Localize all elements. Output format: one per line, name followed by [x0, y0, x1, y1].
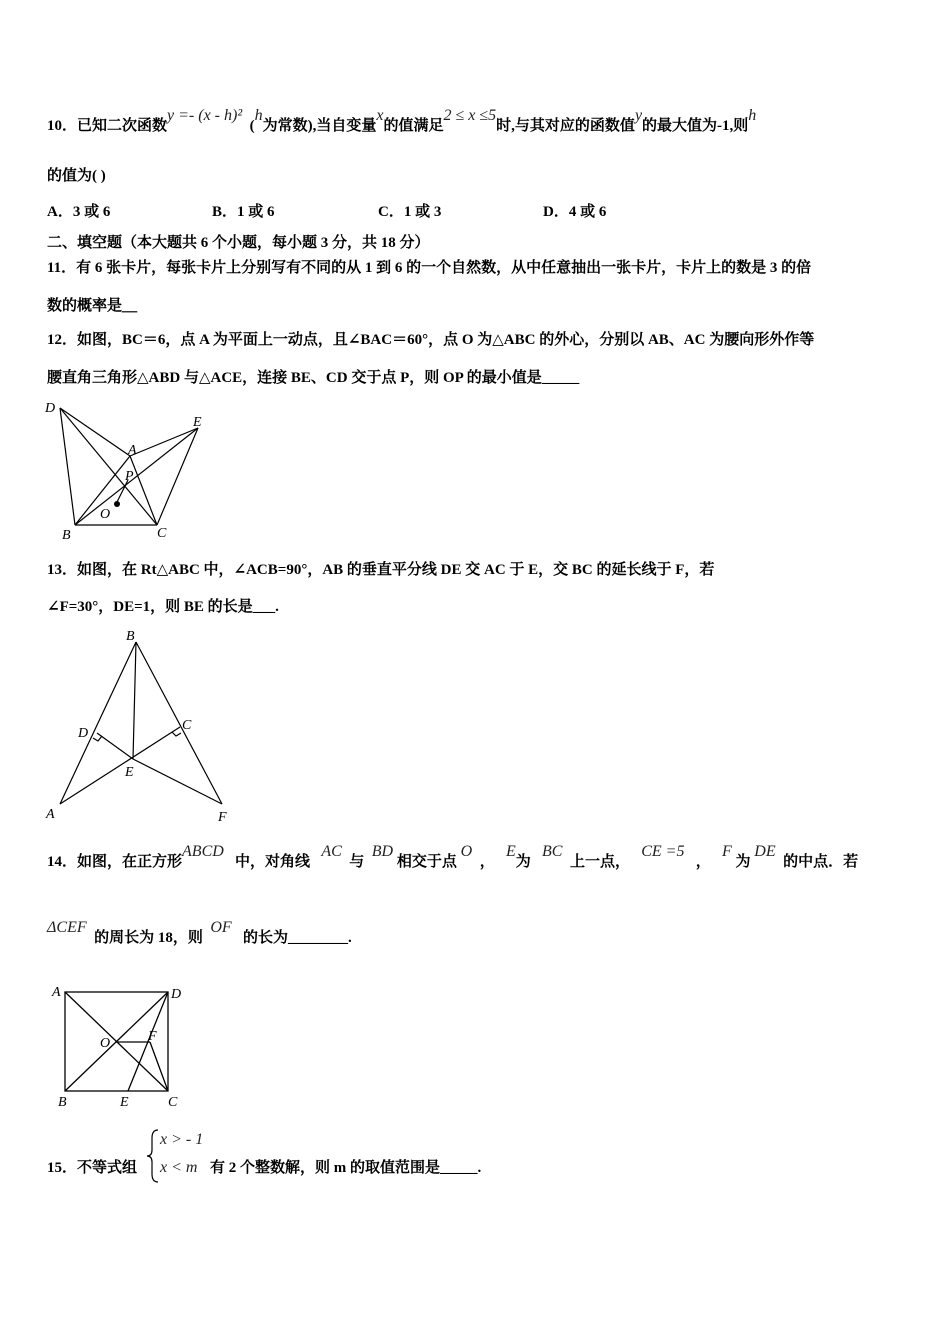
q14-text4: 相交于点	[396, 854, 457, 870]
q14-text3: 与	[349, 854, 365, 870]
label-O: O	[100, 1036, 111, 1051]
q14-text1: 14．如图，在正方形	[47, 854, 183, 870]
q14-text10: 的中点．若	[783, 854, 859, 870]
q14-CE-value: CE =5	[641, 843, 685, 860]
label-B: B	[62, 528, 71, 543]
q10-x-var: x	[376, 107, 384, 124]
q15-suffix: 有 2 个整数解，则 m 的取值范围是_____.	[210, 1160, 482, 1176]
q12-line2: 腰直角三角形△ABD 与△ACE，连接 BE、CD 交于点 P，则 OP 的最小值是_____	[47, 370, 580, 386]
segment-DB	[60, 408, 75, 525]
label-A: A	[52, 985, 61, 1000]
label-C: C	[157, 526, 167, 541]
q10-h-var-2: h	[748, 107, 757, 124]
segment-BF	[136, 642, 222, 804]
segment-AC	[130, 456, 157, 525]
q10-line1	[47, 107, 757, 136]
label-A: A	[46, 807, 55, 822]
q14-line1	[47, 843, 859, 872]
q14-text9: 为	[735, 854, 751, 870]
segment-FC	[150, 1042, 168, 1091]
label-C: C	[182, 718, 192, 733]
label-D: D	[45, 401, 56, 416]
q10-text4: 的最大值为-1,则	[642, 118, 749, 134]
segment-BE	[133, 642, 136, 759]
q10-text3: 时,与其对应的函数值	[496, 118, 635, 134]
q14-O: O	[460, 843, 473, 860]
segment-DE	[97, 733, 133, 759]
q14-text7: 上一点，	[569, 854, 630, 870]
label-E: E	[193, 415, 202, 430]
q14-F: F	[721, 843, 732, 860]
q14-OF: OF	[210, 919, 232, 936]
q14-text11: 的周长为 18，则	[94, 930, 203, 946]
point-O	[114, 501, 120, 507]
label-O: O	[100, 507, 111, 522]
label-P: P	[125, 469, 134, 484]
label-D: D	[171, 987, 182, 1002]
q10-option-c: C．1 或 3	[378, 204, 442, 220]
segment-EF	[133, 759, 222, 804]
q10-text2: 的值满足	[383, 118, 444, 134]
q14-text6: 为	[515, 854, 531, 870]
q13-line1: 13．如图，在 Rt△ABC 中，∠ACB=90°，AB 的垂直平分线 DE 交 AC 于 E，交 BC 的延长线于 F，若	[47, 562, 715, 578]
label-B: B	[126, 629, 135, 644]
label-E: E	[120, 1095, 129, 1110]
q14-E: E	[505, 843, 516, 860]
q12-figure	[40, 398, 220, 548]
label-E: E	[125, 765, 134, 780]
q11-line2: 数的概率是＿	[47, 298, 138, 314]
q13-line2: ∠F=30°，DE=1，则 BE 的长是___.	[47, 599, 279, 615]
label-F: F	[218, 810, 227, 825]
segment-DA	[60, 408, 130, 456]
q10-number: 10．已知二次函数	[47, 118, 168, 134]
q14-AC: AC	[321, 843, 342, 860]
q14-text2: 中，对角线	[235, 854, 311, 870]
q10-paren: (	[249, 118, 255, 134]
q14-triangle-CEF: ΔCEF	[47, 919, 87, 936]
q15-prefix: 15．不等式组	[47, 1160, 138, 1176]
q14-BC: BC	[542, 843, 563, 860]
label-C: C	[168, 1095, 178, 1110]
q10-function-formula: y =- (x - h)²	[167, 107, 243, 124]
label-B: B	[58, 1095, 67, 1110]
q14-text8: ，	[695, 854, 711, 870]
q14-line2	[47, 919, 352, 948]
q13-figure	[40, 626, 240, 826]
label-D: D	[78, 726, 89, 741]
q10-line2: 的值为( )	[47, 168, 106, 184]
q15-ineq-2: x < m	[160, 1159, 198, 1176]
label-A: A	[128, 443, 137, 458]
q14-text5: ，	[479, 854, 495, 870]
q10-option-d: D．4 或 6	[543, 204, 607, 220]
right-angle-D	[93, 736, 102, 741]
q14-text12: 的长为________.	[242, 930, 352, 946]
q10-range: 2 ≤ x ≤5	[443, 107, 497, 124]
q14-DE: DE	[754, 843, 776, 860]
q12-line1: 12．如图，BC＝6，点 A 为平面上一动点，且∠BAC＝60°，点 O 为△ABC 的外心，分别以 AB、AC 为腰向形外作等	[47, 332, 815, 348]
q14-figure	[40, 980, 200, 1110]
q15-ineq-1: x > - 1	[160, 1131, 204, 1148]
section-2-heading: 二、填空题（本大题共 6 个小题，每小题 3 分，共 18 分）	[47, 235, 430, 251]
q15-brace	[146, 1128, 160, 1184]
q10-h-var: h	[254, 107, 263, 124]
right-angle-C	[172, 732, 181, 736]
q10-text1: 为常数),当自变量	[262, 118, 377, 134]
q10-option-b: B．1 或 6	[212, 204, 275, 220]
q11-line1: 11．有 6 张卡片，每张卡片上分别写有不同的从 1 到 6 的一个自然数，从中任意抽出一张卡片，卡片上的数是 3 的倍	[47, 260, 812, 276]
q10-option-a: A．3 或 6	[47, 204, 111, 220]
q14-BD: BD	[371, 843, 394, 860]
label-F: F	[148, 1029, 157, 1044]
q10-y-var: y	[634, 107, 643, 124]
q14-square-ABCD: ABCD	[182, 843, 224, 860]
